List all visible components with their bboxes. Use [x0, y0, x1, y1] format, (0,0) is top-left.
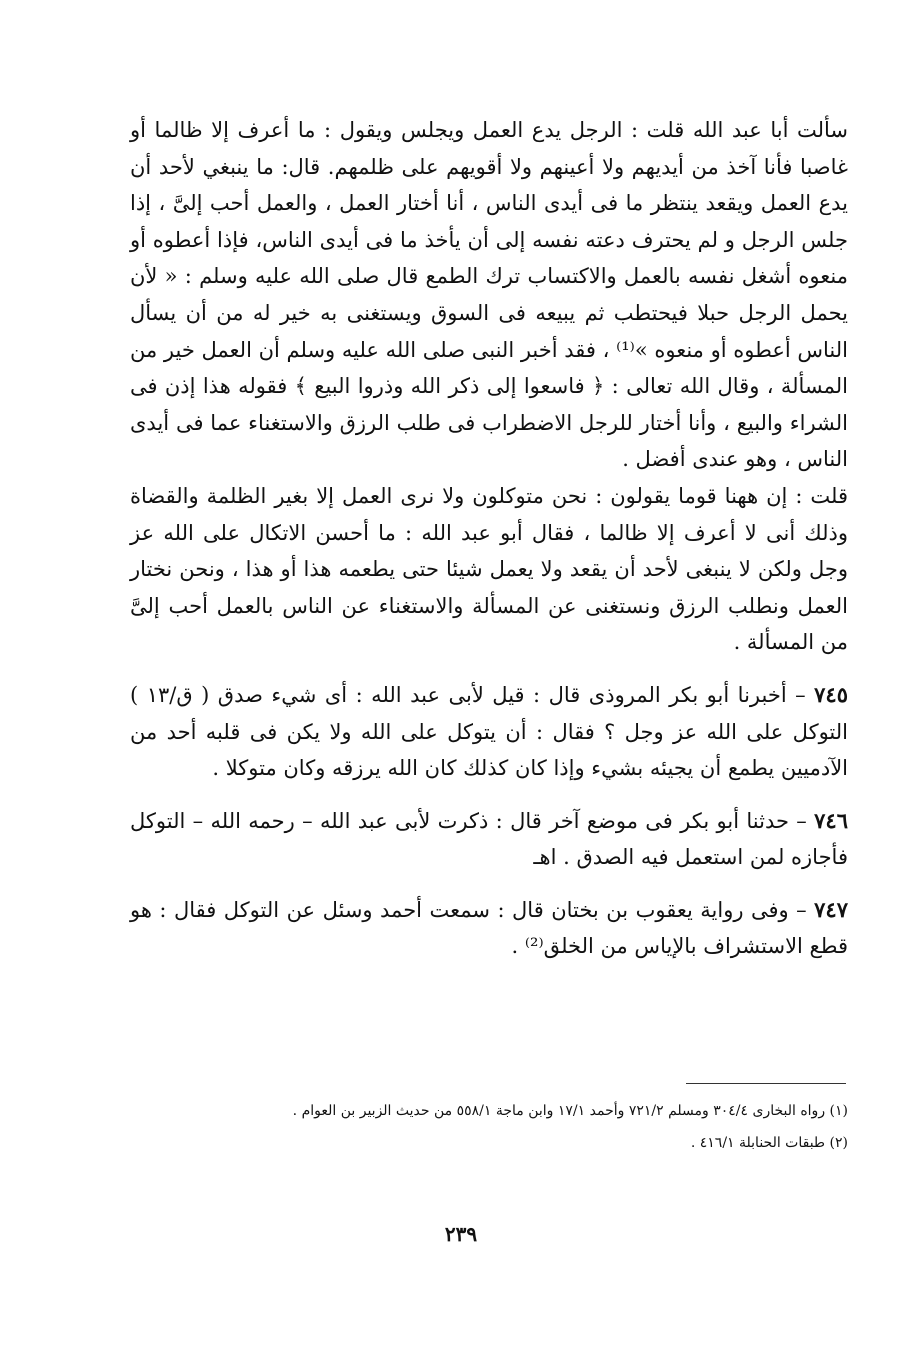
- footnote-2: (٢) طبقات الحنابلة ٤١٦/١ .: [690, 1135, 848, 1151]
- entry-747: [130, 892, 848, 965]
- main-text: [130, 112, 848, 965]
- entry-745: [130, 677, 848, 787]
- entry-text: – حدثنا أبو بكر فى موضع آخر قال : ذكرت لأبى عبد الله – رحمه الله – التوكل فأجازه لمن استعمل فيه الصدق . اهـ: [130, 808, 848, 870]
- footnote-1: (١) رواه البخارى ٣٠٤/٤ ومسلم ٧٢١/٢ وأحمد ١٧/١ وابن ماجة ٥٥٨/١ من حديث الزبير بن العوام .: [292, 1103, 848, 1119]
- entry-746: [130, 803, 848, 876]
- footnote-divider: [686, 1083, 846, 1084]
- page-number: ٢٣٩: [444, 1222, 478, 1246]
- entry-number: ٧٤٥: [814, 681, 848, 707]
- entry-number: ٧٤٧: [814, 896, 848, 922]
- entry-number: ٧٤٦: [814, 807, 848, 833]
- entry-text: – وفى رواية يعقوب بن بختان قال : سمعت أحمد وسئل عن التوكل فقال : هو قطع الاستشراف بالإياس من الخلق⁽²⁾ .: [130, 897, 848, 959]
- paragraph: قلت : إن ههنا قوما يقولون : نحن متوكلون ولا نرى العمل إلا بغير الظلمة والقضاة وذلك أنى لا أعرف إلا ظالما ، فقال أبو عبد الله : ما أحسن الاتكال على الله عز وجل ولكن لا ينبغى لأحد أن يقعد ولا يعمل شيئا حتى يطعمه هذا أو هذا ، ونحن نختار العمل ونطلب الرزق ونستغنى عن المسألة والاستغناء عن الناس بالعمل أحب إلىَّ من المسألة .: [130, 483, 848, 655]
- entry-text: – أخبرنا أبو بكر المروذى قال : قيل لأبى عبد الله : أى شيء صدق ( ق/١٣ ) التوكل على الله عز وجل ؟ فقال : أن يتوكل على الله ولا يكن فى قلبه أحد من الآدميين يطمع أن يجيئه بشيء وإذا كان كذلك كان الله يرزقه وكان متوكلا .: [130, 682, 848, 781]
- footnotes: [130, 1099, 848, 1155]
- paragraph: سألت أبا عبد الله قلت : الرجل يدع العمل ويجلس ويقول : ما أعرف إلا ظالما أو غاصبا فأنا آخذ من أيديهم ولا أعينهم ولا أقويهم على ظلمهم. قال: ما ينبغي لأحد أن يدع العمل ويقعد ينتظر ما فى أيدى الناس ، أنا أختار العمل ، والعمل أحب إلىَّ ، إذا جلس الرجل و لم يحترف دعته نفسه إلى أن يأخذ ما فى أيدى الناس، فإذا أعطوه أو منعوه أشغل نفسه بالعمل والاكتساب ترك الطمع قال صلى الله عليه وسلم : « لأن يحمل الرجل حبلا فيحتطب ثم يبيعه فى السوق ويستغنى به خير له من أن يسأل الناس أعطوه أو منعوه »⁽¹⁾ ، فقد أخبر النبى صلى الله عليه وسلم أن العمل خير من المسألة ، وقال الله تعالى : ﴿ فاسعوا إلى ذكر الله وذروا البيع ﴾ فقوله هذا إذن فى الشراء والبيع ، وأنا أختار للرجل الاضطراب فى طلب الرزق والاستغناء عما فى أيدى الناس ، وهو عندى أفضل .: [130, 118, 848, 472]
